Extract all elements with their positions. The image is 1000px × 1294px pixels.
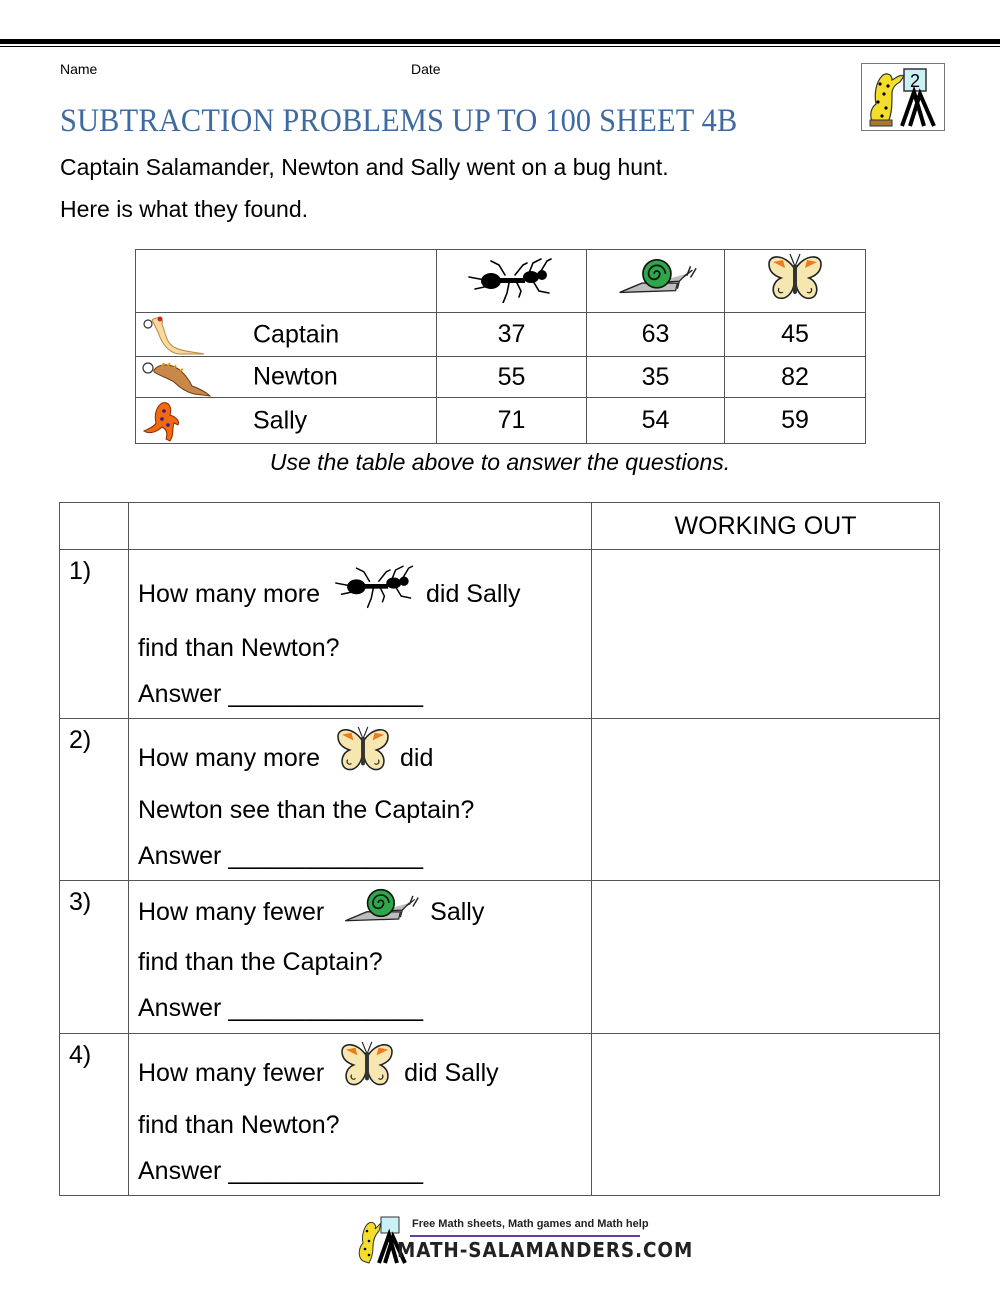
ant-icon xyxy=(334,559,418,609)
table-cell: 82 xyxy=(725,357,866,398)
answer-blank[interactable]: ______________ xyxy=(228,680,423,708)
answer-label: Answer xyxy=(138,842,222,870)
working-out-cell[interactable] xyxy=(592,881,940,1034)
sally-salamander-icon xyxy=(140,399,190,443)
question-row xyxy=(60,719,940,881)
question-text-before: How many fewer xyxy=(138,898,325,926)
table-cell: 59 xyxy=(725,398,866,444)
table-cell: 63 xyxy=(587,313,725,357)
top-border-thick xyxy=(0,39,1000,44)
question-text-before: How many more xyxy=(138,744,320,772)
answer-line xyxy=(138,833,591,879)
answer-line xyxy=(138,671,591,717)
question-text-after: did Sally xyxy=(404,1059,499,1087)
intro-line-2: Here is what they found. xyxy=(60,196,309,222)
top-border-thin xyxy=(0,46,1000,47)
empty-header-cell xyxy=(136,250,437,313)
row-name: Captain xyxy=(253,320,340,348)
working-out-header: WORKING OUT xyxy=(592,503,940,550)
working-out-cell[interactable] xyxy=(592,719,940,881)
question-line-2: find than Newton? xyxy=(138,1111,340,1139)
date-label: Date xyxy=(411,61,441,77)
question-row xyxy=(60,1034,940,1196)
question-line-2: find than the Captain? xyxy=(138,948,383,976)
questions-table xyxy=(59,502,940,1196)
table-cell: 71 xyxy=(437,398,587,444)
question-row xyxy=(60,881,940,1034)
table-cell: 37 xyxy=(437,313,587,357)
table-cell: 54 xyxy=(587,398,725,444)
working-out-cell[interactable] xyxy=(592,1034,940,1196)
instruction-text: Use the table above to answer the questions. xyxy=(269,449,731,475)
answer-label: Answer xyxy=(138,994,222,1022)
row-name-cell xyxy=(136,357,437,398)
table-row xyxy=(136,313,866,357)
answer-blank[interactable]: ______________ xyxy=(228,994,423,1022)
column-header-butterflies xyxy=(725,250,866,313)
question-line-2: find than Newton? xyxy=(138,634,340,662)
questions-header-row xyxy=(60,503,940,550)
intro-line-1: Captain Salamander, Newton and Sally went on a bug hunt. xyxy=(60,154,669,180)
answer-line xyxy=(138,985,591,1031)
table-cell: 55 xyxy=(437,357,587,398)
butterfly-icon xyxy=(765,252,825,304)
row-name: Sally xyxy=(253,406,308,434)
table-header-row xyxy=(136,250,866,313)
question-row xyxy=(60,550,940,719)
working-out-cell[interactable] xyxy=(592,550,940,719)
answer-line xyxy=(138,1148,591,1194)
footer-site-link[interactable]: MATH-SALAMANDERS.COM xyxy=(397,1238,694,1262)
question-text-after: Sally xyxy=(430,898,485,926)
snail-icon xyxy=(613,257,699,299)
question-text xyxy=(129,1034,592,1196)
name-label: Name xyxy=(60,61,98,77)
empty-header-cell xyxy=(129,503,592,550)
butterfly-icon xyxy=(338,1040,396,1090)
question-text xyxy=(129,881,592,1034)
question-number: 1) xyxy=(60,550,129,719)
butterfly-icon xyxy=(334,725,392,775)
bug-hunt-table xyxy=(135,249,866,444)
table-row xyxy=(136,398,866,444)
snail-icon xyxy=(338,887,422,927)
captain-salamander-icon xyxy=(140,314,208,356)
ant-icon xyxy=(467,253,557,303)
row-name: Newton xyxy=(253,362,338,391)
table-cell: 35 xyxy=(587,357,725,398)
table-row xyxy=(136,357,866,398)
question-text xyxy=(129,719,592,881)
table-cell: 45 xyxy=(725,313,866,357)
salamander-easel-icon xyxy=(862,64,946,132)
page-title: SUBTRACTION PROBLEMS UP TO 100 SHEET 4B xyxy=(60,103,738,139)
row-name-cell xyxy=(136,313,437,357)
answer-label: Answer xyxy=(138,680,222,708)
question-text-before: How many more xyxy=(138,580,320,608)
question-text xyxy=(129,550,592,719)
question-number: 2) xyxy=(60,719,129,881)
svg-text:2: 2 xyxy=(909,71,921,91)
column-header-ants xyxy=(437,250,587,313)
newton-salamander-icon xyxy=(140,358,212,398)
empty-header-cell xyxy=(60,503,129,550)
column-header-snails xyxy=(587,250,725,313)
row-name-cell xyxy=(136,398,437,444)
grade-logo xyxy=(861,63,945,131)
answer-blank[interactable]: ______________ xyxy=(228,842,423,870)
question-number: 3) xyxy=(60,881,129,1034)
question-text-after: did xyxy=(400,744,434,772)
question-text-after: did Sally xyxy=(426,580,521,608)
answer-label: Answer xyxy=(138,1157,222,1185)
question-number: 4) xyxy=(60,1034,129,1196)
answer-blank[interactable]: ______________ xyxy=(228,1157,423,1185)
question-text-before: How many fewer xyxy=(138,1059,325,1087)
footer-divider xyxy=(410,1235,640,1237)
question-line-2: Newton see than the Captain? xyxy=(138,796,475,824)
footer-tagline: Free Math sheets, Math games and Math help xyxy=(412,1218,649,1230)
